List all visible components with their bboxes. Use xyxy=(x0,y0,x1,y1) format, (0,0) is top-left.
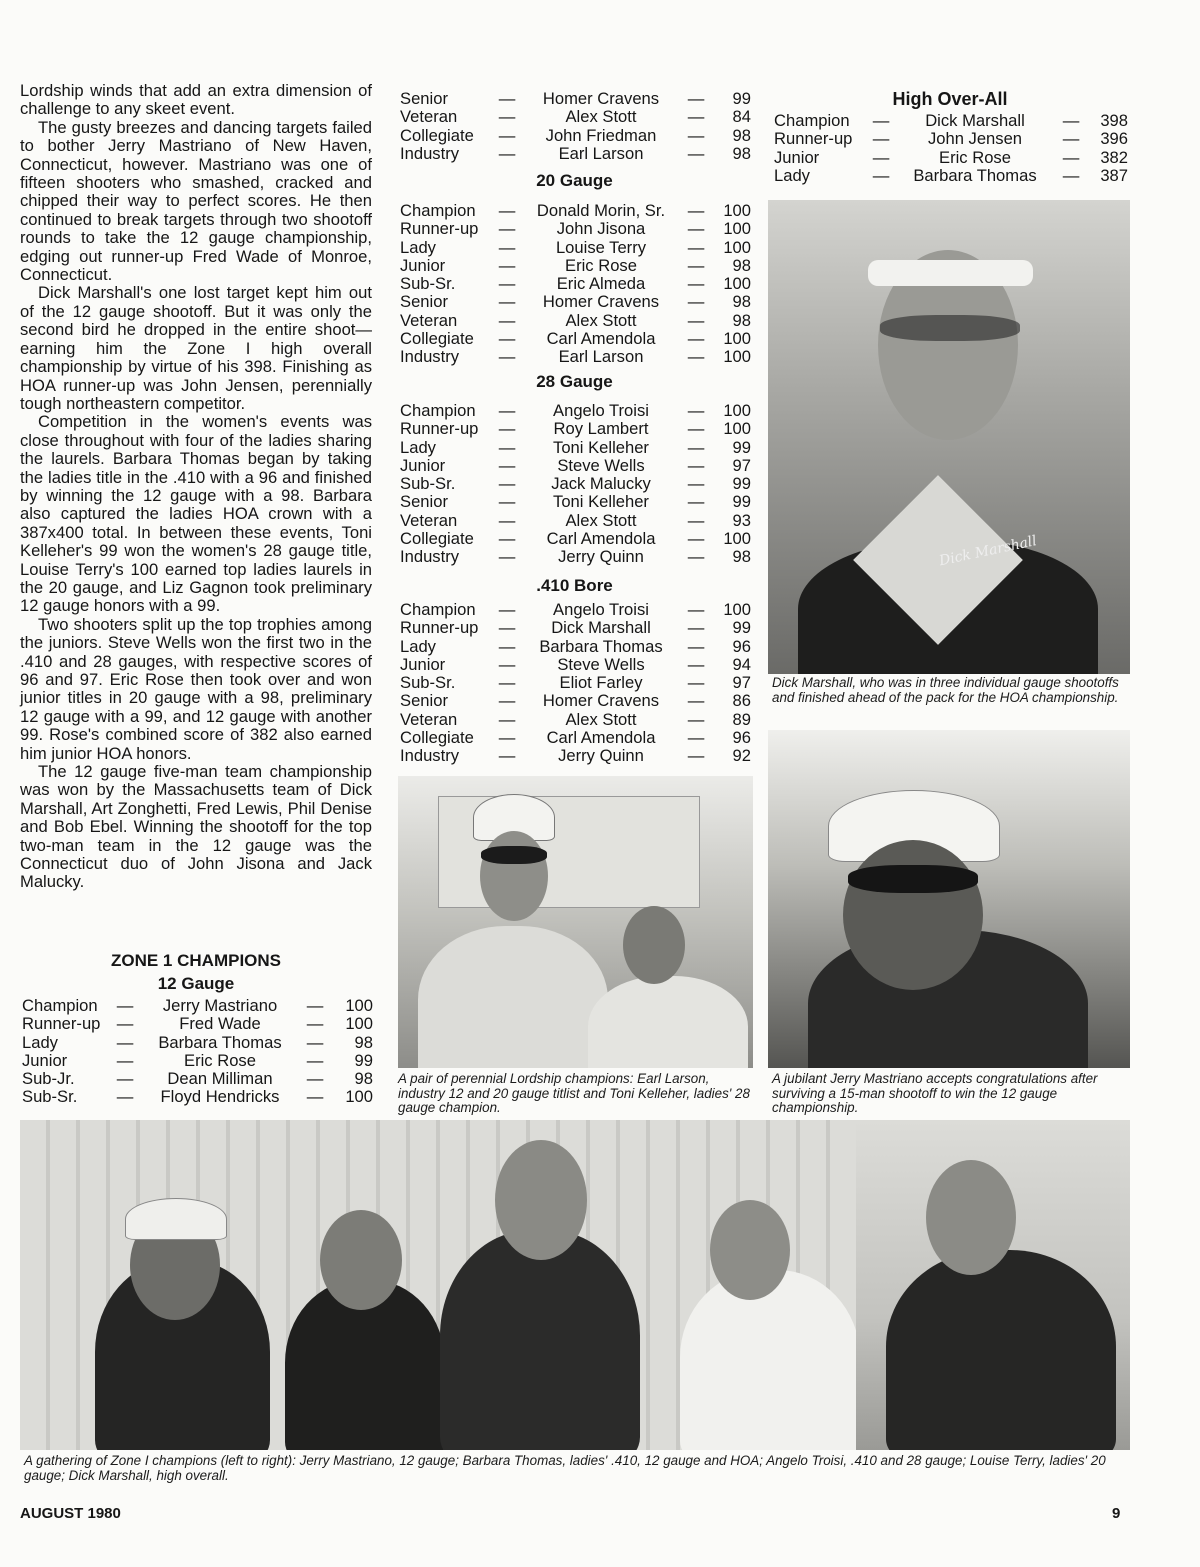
photo-figure xyxy=(440,1230,640,1450)
results-row xyxy=(398,239,751,257)
result-name: Alex Stott xyxy=(565,709,637,729)
result-dash: — xyxy=(687,547,705,567)
result-score: 100 xyxy=(723,347,751,367)
result-score: 387 xyxy=(1100,165,1128,185)
photo-face xyxy=(623,906,685,984)
result-dash: — xyxy=(498,310,516,330)
photo-figure xyxy=(886,1250,1116,1450)
result-score: 100 xyxy=(723,419,751,439)
result-dash: — xyxy=(498,709,516,729)
result-name: Jerry Mastriano xyxy=(162,996,278,1015)
photo-glasses xyxy=(880,315,1020,341)
result-title: Sub-Sr. xyxy=(400,673,456,693)
photo-cap xyxy=(125,1198,227,1240)
result-dash: — xyxy=(687,292,705,312)
photo-zone-champions-group-right xyxy=(856,1120,1130,1450)
result-dash: — xyxy=(687,492,705,512)
result-dash: — xyxy=(687,237,705,257)
results-row xyxy=(772,112,1128,130)
result-score: 100 xyxy=(723,219,751,239)
result-dash: — xyxy=(687,89,705,108)
article-body xyxy=(20,82,372,892)
photo-figure xyxy=(680,1270,856,1450)
result-dash: — xyxy=(498,219,516,239)
result-name: Eric Almeda xyxy=(556,274,646,294)
result-title: Champion xyxy=(400,600,476,619)
results-row xyxy=(398,475,751,493)
results-row xyxy=(772,167,1128,185)
result-dash: — xyxy=(687,455,705,475)
result-dash: — xyxy=(1062,129,1080,149)
results-table-410-bore xyxy=(398,601,751,766)
result-score: 100 xyxy=(723,329,751,349)
result-dash: — xyxy=(1062,165,1080,185)
result-score: 100 xyxy=(345,1014,373,1034)
result-dash: — xyxy=(687,474,705,494)
result-name: Barbara Thomas xyxy=(913,165,1037,185)
result-title: Sub-Sr. xyxy=(22,1087,78,1107)
results-row xyxy=(398,439,751,457)
result-title: Champion xyxy=(22,996,98,1015)
result-dash: — xyxy=(306,1014,324,1034)
result-title: Collegiate xyxy=(400,125,474,145)
result-dash: — xyxy=(498,746,516,766)
result-name: Eliot Farley xyxy=(559,673,643,693)
results-table-28-gauge xyxy=(398,402,751,567)
result-name: Steve Wells xyxy=(557,654,645,674)
result-dash: — xyxy=(872,165,890,185)
result-score: 84 xyxy=(732,107,751,127)
result-score: 398 xyxy=(1100,111,1128,130)
result-score: 98 xyxy=(732,125,751,145)
photo-face xyxy=(926,1160,1016,1275)
result-dash: — xyxy=(687,255,705,275)
result-score: 98 xyxy=(732,310,751,330)
result-name: Donald Morin, Sr. xyxy=(536,201,666,220)
results-row xyxy=(398,638,751,656)
result-name: Carl Amendola xyxy=(546,728,656,748)
results-row xyxy=(398,747,751,765)
result-dash: — xyxy=(498,347,516,367)
result-dash: — xyxy=(687,746,705,766)
result-dash: — xyxy=(687,201,705,220)
result-title: Runner-up xyxy=(400,618,479,638)
result-dash: — xyxy=(687,529,705,549)
result-dash: — xyxy=(306,1087,324,1107)
result-dash: — xyxy=(498,125,516,145)
result-name: John Jisona xyxy=(556,219,646,239)
result-name: Eric Rose xyxy=(184,1050,256,1070)
result-title: Runner-up xyxy=(774,129,853,149)
result-name: Floyd Hendricks xyxy=(160,1087,280,1107)
results-table-20-gauge xyxy=(398,202,751,367)
result-title: Champion xyxy=(774,111,850,130)
results-row xyxy=(398,457,751,475)
caption-jerry-mastriano: A jubilant Jerry Mastriano accepts congratulations after surviving a 15-man shootoff to win the 12 gauge championship. xyxy=(772,1071,1098,1115)
result-name: Homer Cravens xyxy=(542,691,660,711)
results-row xyxy=(398,420,751,438)
result-dash: — xyxy=(687,401,705,420)
result-name: Carl Amendola xyxy=(546,529,656,549)
results-row xyxy=(20,1034,373,1052)
result-dash: — xyxy=(687,437,705,457)
results-row xyxy=(398,312,751,330)
results-row xyxy=(398,548,751,566)
result-title: Veteran xyxy=(400,709,458,729)
photo-headband xyxy=(868,260,1033,286)
result-dash: — xyxy=(498,618,516,638)
result-dash: — xyxy=(687,125,705,145)
photo-face xyxy=(320,1210,402,1310)
result-name: Toni Kelleher xyxy=(553,437,649,457)
result-title: Veteran xyxy=(400,107,458,127)
result-score: 100 xyxy=(723,401,751,420)
results-row xyxy=(398,257,751,275)
result-name: Alex Stott xyxy=(565,107,637,127)
result-score: 96 xyxy=(732,728,751,748)
results-row xyxy=(398,202,751,220)
result-dash: — xyxy=(498,529,516,549)
result-score: 94 xyxy=(732,654,751,674)
results-table-12-gauge xyxy=(20,997,373,1107)
results-row xyxy=(398,90,751,108)
result-name: John Friedman xyxy=(545,125,657,145)
result-score: 100 xyxy=(723,600,751,619)
shirt-lettering: Dick Marshall xyxy=(937,533,1039,570)
result-title: Industry xyxy=(400,347,460,367)
issue-date: AUGUST 1980 xyxy=(20,1505,121,1522)
result-dash: — xyxy=(1062,147,1080,167)
zone-champions-heading: ZONE 1 CHAMPIONS xyxy=(110,951,282,970)
results-row xyxy=(398,275,751,293)
result-dash: — xyxy=(687,510,705,530)
result-dash: — xyxy=(306,1032,324,1052)
results-row xyxy=(398,127,751,145)
result-dash: — xyxy=(498,636,516,656)
caption-zone-champions-group: A gathering of Zone I champions (left to right): Jerry Mastriano, 12 gauge; Barbara Thomas, ladies' .410, 12 gauge and HOA; Angelo Troisi, .410 and 28 gauge; Louise Terry, ladies' 20 gauge; Dick Marshall, high overall. xyxy=(24,1453,1106,1483)
results-row xyxy=(398,493,751,511)
result-dash: — xyxy=(498,654,516,674)
results-row xyxy=(398,530,751,548)
result-dash: — xyxy=(687,419,705,439)
result-dash: — xyxy=(872,147,890,167)
results-row xyxy=(20,1088,373,1106)
result-title: Junior xyxy=(22,1050,68,1070)
results-row xyxy=(20,1052,373,1070)
page-number: 9 xyxy=(1112,1505,1121,1522)
result-dash: — xyxy=(498,237,516,257)
result-score: 100 xyxy=(723,201,751,220)
result-score: 99 xyxy=(354,1050,373,1070)
result-score: 98 xyxy=(732,292,751,312)
photo-face xyxy=(843,840,983,990)
result-title: Junior xyxy=(400,654,446,674)
result-name: Earl Larson xyxy=(558,347,644,367)
photo-figure xyxy=(588,976,748,1068)
photo-face xyxy=(480,831,548,921)
results-row xyxy=(398,330,751,348)
photo-jerry-mastriano xyxy=(768,730,1130,1068)
photo-glasses xyxy=(848,865,978,893)
result-dash: — xyxy=(687,636,705,656)
caption-dick-marshall: Dick Marshall, who was in three individual gauge shootoffs and finished ahead of the pack for the HOA championship. xyxy=(772,675,1119,705)
result-name: Jerry Quinn xyxy=(558,547,644,567)
result-title: Industry xyxy=(400,143,460,163)
results-row xyxy=(398,729,751,747)
photo-face xyxy=(495,1140,587,1260)
result-title: Runner-up xyxy=(22,1014,101,1034)
result-score: 100 xyxy=(723,529,751,549)
result-title: Runner-up xyxy=(400,419,479,439)
article-paragraph: Lordship winds that add an extra dimension of challenge to any skeet event. xyxy=(20,81,372,119)
result-name: Angelo Troisi xyxy=(553,600,649,619)
result-title: Industry xyxy=(400,547,460,567)
result-dash: — xyxy=(687,728,705,748)
result-dash: — xyxy=(116,1032,134,1052)
result-dash: — xyxy=(498,255,516,275)
result-name: Dick Marshall xyxy=(925,111,1025,130)
result-score: 382 xyxy=(1100,147,1128,167)
result-score: 98 xyxy=(732,547,751,567)
result-dash: — xyxy=(498,201,516,220)
result-dash: — xyxy=(1062,111,1080,130)
article-paragraph: Competition in the women's events was close throughout with four of the ladies sharing the laurels. Barbara Thomas began by taking the ladies title in the .410 with a 96 and finished by winning the 12 gauge with a 98. Barbara also captured the ladies HOA crown with a 387x400 total. In between these events, Toni Kelleher's 99 won the women's 28 gauge title, Louise Terry's 100 earned top ladies laurels in the 20 gauge, and Liz Gagnon took preliminary 12 gauge honors with a 99. xyxy=(20,412,372,616)
results-row xyxy=(398,674,751,692)
result-dash: — xyxy=(687,673,705,693)
result-title: Collegiate xyxy=(400,529,474,549)
photo-zone-champions-group xyxy=(20,1120,856,1450)
bore-410-heading: .410 Bore xyxy=(536,576,613,595)
result-name: Homer Cravens xyxy=(542,292,660,312)
result-name: Steve Wells xyxy=(557,455,645,475)
result-dash: — xyxy=(498,600,516,619)
result-score: 98 xyxy=(354,1069,373,1089)
result-name: Roy Lambert xyxy=(553,419,649,439)
result-name: John Jensen xyxy=(927,129,1023,149)
result-dash: — xyxy=(687,310,705,330)
result-score: 98 xyxy=(732,255,751,275)
results-row xyxy=(398,619,751,637)
result-dash: — xyxy=(498,455,516,475)
results-row xyxy=(398,601,751,619)
result-score: 100 xyxy=(723,274,751,294)
result-title: Junior xyxy=(400,455,446,475)
result-dash: — xyxy=(498,274,516,294)
result-name: Jerry Quinn xyxy=(558,746,644,766)
result-title: Collegiate xyxy=(400,329,474,349)
result-dash: — xyxy=(687,143,705,163)
result-name: Earl Larson xyxy=(558,143,644,163)
result-name: Barbara Thomas xyxy=(539,636,663,656)
result-name: Dean Milliman xyxy=(167,1069,273,1089)
results-row xyxy=(398,108,751,126)
result-score: 89 xyxy=(732,709,751,729)
photo-glasses xyxy=(481,846,547,864)
result-dash: — xyxy=(872,129,890,149)
result-dash: — xyxy=(116,996,134,1015)
result-score: 100 xyxy=(723,237,751,257)
result-name: Homer Cravens xyxy=(542,89,660,108)
result-dash: — xyxy=(498,107,516,127)
results-row xyxy=(398,656,751,674)
result-dash: — xyxy=(498,474,516,494)
result-score: 86 xyxy=(732,691,751,711)
result-title: Industry xyxy=(400,746,460,766)
results-row xyxy=(398,348,751,366)
result-title: Veteran xyxy=(400,310,458,330)
result-score: 100 xyxy=(345,1087,373,1107)
result-dash: — xyxy=(687,219,705,239)
result-title: Veteran xyxy=(400,510,458,530)
result-dash: — xyxy=(687,709,705,729)
article-paragraph: Two shooters split up the top trophies among the juniors. Steve Wells won the first two in the .410 and 28 gauges, with respective scores of 96 and 97. Eric Rose then took over and won junior titles in 20 gauge with a 98, preliminary 12 gauge with a 99, and 12 gauge with another 99. Rose's combined score of 382 also earned him junior HOA honors. xyxy=(20,614,372,763)
result-name: Eric Rose xyxy=(939,147,1011,167)
photo-dick-marshall xyxy=(768,200,1130,674)
result-name: Toni Kelleher xyxy=(553,492,649,512)
result-dash: — xyxy=(498,401,516,420)
result-dash: — xyxy=(498,292,516,312)
photo-larson-kelleher xyxy=(398,776,753,1068)
result-name: Jack Malucky xyxy=(551,474,651,494)
results-row xyxy=(398,512,751,530)
high-overall-heading: High Over-All xyxy=(892,89,1008,109)
result-score: 97 xyxy=(732,455,751,475)
result-dash: — xyxy=(498,437,516,457)
result-name: Alex Stott xyxy=(565,510,637,530)
result-dash: — xyxy=(498,728,516,748)
result-score: 396 xyxy=(1100,129,1128,149)
result-dash: — xyxy=(498,419,516,439)
result-title: Lady xyxy=(400,237,436,257)
results-row xyxy=(398,293,751,311)
result-dash: — xyxy=(687,618,705,638)
result-score: 99 xyxy=(732,492,751,512)
result-title: Senior xyxy=(400,89,448,108)
result-score: 99 xyxy=(732,474,751,494)
result-name: Barbara Thomas xyxy=(158,1032,282,1052)
result-dash: — xyxy=(498,89,516,108)
result-dash: — xyxy=(498,673,516,693)
results-table-high-overall xyxy=(772,112,1128,185)
result-title: Sub-Jr. xyxy=(22,1069,75,1089)
result-score: 99 xyxy=(732,618,751,638)
result-dash: — xyxy=(116,1050,134,1070)
result-title: Senior xyxy=(400,492,448,512)
result-name: Angelo Troisi xyxy=(553,401,649,420)
result-dash: — xyxy=(687,329,705,349)
result-dash: — xyxy=(498,547,516,567)
gauge-28-heading: 28 Gauge xyxy=(536,372,613,391)
result-name: Eric Rose xyxy=(565,255,637,275)
result-score: 92 xyxy=(732,746,751,766)
article-paragraph: Dick Marshall's one lost target kept him out of the 12 gauge shootoff. But it was only the second bird he dropped in the entire shoot—earning him the Zone I high overall championship by virtue of his 398. Finishing as HOA runner-up was John Jensen, perennially tough northeastern competitor. xyxy=(20,283,372,413)
result-title: Sub-Sr. xyxy=(400,474,456,494)
result-dash: — xyxy=(498,510,516,530)
result-title: Champion xyxy=(400,401,476,420)
result-dash: — xyxy=(872,111,890,130)
result-dash: — xyxy=(687,107,705,127)
photo-face xyxy=(710,1200,790,1300)
result-dash: — xyxy=(498,143,516,163)
photo-figure xyxy=(418,926,608,1068)
results-row xyxy=(20,1015,373,1033)
caption-larson-kelleher: A pair of perennial Lordship champions: Earl Larson, industry 12 and 20 gauge titlist and Toni Kelleher, ladies' 28 gauge champion. xyxy=(398,1071,750,1115)
results-row xyxy=(398,145,751,163)
result-name: Louise Terry xyxy=(555,237,647,257)
article-paragraph: The 12 gauge five-man team championship was won by the Massachusetts team of Dick Marshall, Art Zonghetti, Fred Lewis, Phil Denise and Bob Ebel. Winning the shootoff for the top two-man team in the 12 gauge was the Connecticut duo of John Jisona and Jack Malucky. xyxy=(20,762,372,892)
result-title: Lady xyxy=(774,165,810,185)
results-row xyxy=(20,1070,373,1088)
result-dash: — xyxy=(116,1087,134,1107)
result-dash: — xyxy=(306,996,324,1015)
result-title: Lady xyxy=(400,636,436,656)
result-title: Runner-up xyxy=(400,219,479,239)
result-dash: — xyxy=(116,1014,134,1034)
result-title: Senior xyxy=(400,292,448,312)
results-row xyxy=(398,711,751,729)
result-score: 100 xyxy=(345,996,373,1015)
result-name: Fred Wade xyxy=(179,1014,261,1034)
result-score: 99 xyxy=(732,89,751,108)
result-dash: — xyxy=(116,1069,134,1089)
result-title: Lady xyxy=(22,1032,58,1052)
result-dash: — xyxy=(498,492,516,512)
result-score: 98 xyxy=(732,143,751,163)
results-row xyxy=(772,149,1128,167)
result-name: Carl Amendola xyxy=(546,329,656,349)
result-dash: — xyxy=(498,329,516,349)
result-dash: — xyxy=(687,691,705,711)
article-paragraph: The gusty breezes and dancing targets failed to bother Jerry Mastriano of New Haven, Connecticut, however. Mastriano was one of fifteen shooters who smashed, cracked and chipped their way to perfect scores. He then continued to break targets through two shootoff rounds to take the 12 gauge championship, edging out runner-up Fred Wade of Monroe, Connecticut. xyxy=(20,117,372,285)
result-score: 97 xyxy=(732,673,751,693)
results-row xyxy=(398,220,751,238)
result-title: Junior xyxy=(774,147,820,167)
results-table-12-gauge-continued xyxy=(398,90,751,163)
result-dash: — xyxy=(687,274,705,294)
result-score: 93 xyxy=(732,510,751,530)
result-score: 96 xyxy=(732,636,751,656)
gauge-12-heading: 12 Gauge xyxy=(157,974,235,993)
result-title: Senior xyxy=(400,691,448,711)
gauge-20-heading: 20 Gauge xyxy=(536,171,613,190)
results-row xyxy=(772,130,1128,148)
result-title: Junior xyxy=(400,255,446,275)
result-name: Dick Marshall xyxy=(551,618,651,638)
result-dash: — xyxy=(306,1069,324,1089)
result-dash: — xyxy=(687,347,705,367)
result-name: Alex Stott xyxy=(565,310,637,330)
result-title: Lady xyxy=(400,437,436,457)
result-title: Sub-Sr. xyxy=(400,274,456,294)
result-title: Champion xyxy=(400,201,476,220)
result-title: Collegiate xyxy=(400,728,474,748)
result-score: 98 xyxy=(354,1032,373,1052)
result-dash: — xyxy=(498,691,516,711)
result-dash: — xyxy=(306,1050,324,1070)
results-row xyxy=(398,402,751,420)
results-row xyxy=(398,692,751,710)
result-dash: — xyxy=(687,654,705,674)
result-dash: — xyxy=(687,600,705,619)
result-score: 99 xyxy=(732,437,751,457)
results-row xyxy=(20,997,373,1015)
